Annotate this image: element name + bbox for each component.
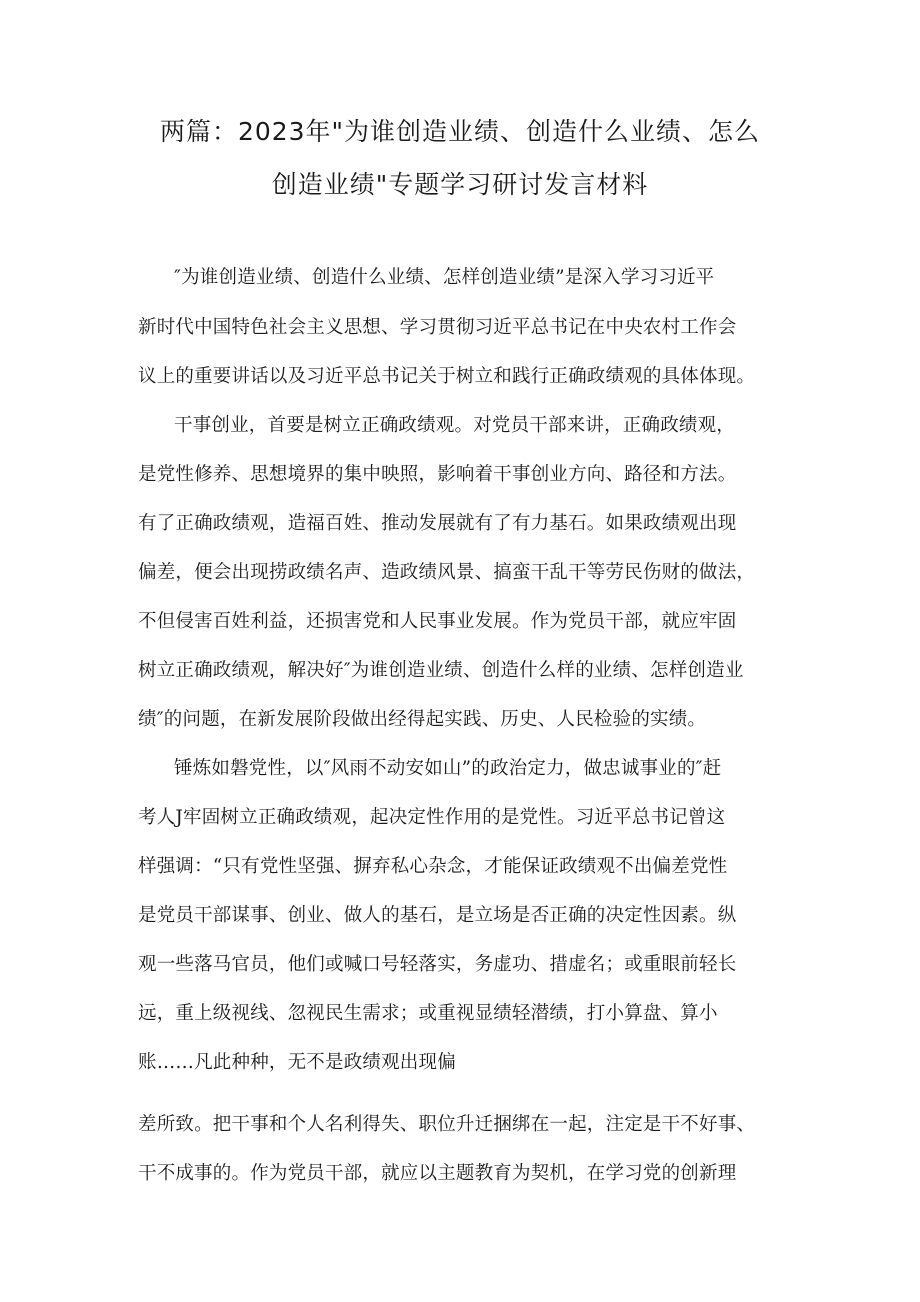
body-line: 远，重上级视线、忽视民生需求；或重视显绩轻潜绩，打小算盘、算小 xyxy=(138,1003,718,1024)
body-line: 偏差，便会出现捞政绩名声、造政绩风景、搞蛮干乱干等劳民伤财的做法， xyxy=(138,562,756,583)
body-line: 样强调：“只有党性坚强、摒弃私心杂念，才能保证政绩观不出偏差党性 xyxy=(138,856,728,877)
body-line: ″为谁创造业绩、创造什么业绩、怎样创造业绩”是深入学习习近平 xyxy=(174,267,715,288)
body-line: 是党性修养、思想境界的集中映照，影响着干事创业方向、路径和方法。 xyxy=(138,464,737,485)
body-line: 账……凡此种种，无不是政绩观出现偏 xyxy=(138,1052,456,1073)
body-line: 差所致。把干事和个人名利得失、职位升迁捆绑在一起，注定是干不好事、 xyxy=(138,1114,756,1135)
body-line: 考人J牢固树立正确政绩观，起决定性作用的是党性。习近平总书记曾这 xyxy=(138,807,726,828)
body-line: 议上的重要讲话以及习近平总书记关于树立和践行正确政绩观的具体体现。 xyxy=(138,366,756,387)
body-line: 绩″的问题，在新发展阶段做出经得起实践、历史、人民检验的实绩。 xyxy=(138,709,707,730)
document-title-line-1: 两篇：2023年"为谁创造业绩、创造什么业绩、怎么 xyxy=(159,117,761,146)
body-line: 锤炼如磐党性，以″风雨不动安如山”的政治定力，做忠诚事业的″赶 xyxy=(174,758,722,779)
body-line: 干事创业，首要是树立正确政绩观。对党员干部来讲，正确政绩观， xyxy=(174,415,736,436)
body-line: 不但侵害百姓利益，还损害党和人民事业发展。作为党员干部，就应牢固 xyxy=(138,611,737,632)
body-line: 有了正确政绩观，造福百姓、推动发展就有了有力基石。如果政绩观出现 xyxy=(138,513,737,534)
body-line: 干不成事的。作为党员干部，就应以主题教育为契机，在学习党的创新理 xyxy=(138,1163,737,1184)
body-line: 新时代中国特色社会主义思想、学习贯彻习近平总书记在中央农村工作会 xyxy=(138,317,737,338)
document-title-line-2: 创造业绩"专题学习研讨发言材料 xyxy=(271,170,649,199)
body-line: 是党员干部谋事、创业、做人的基石，是立场是否正确的决定性因素。纵 xyxy=(138,905,737,926)
body-line: 树立正确政绩观，解决好″为谁创造业绩、创造什么样的业绩、怎样创造业 xyxy=(138,660,744,681)
body-line: 观一些落马官员，他们或喊口号轻落实，务虚功、措虚名；或重眼前轻长 xyxy=(138,954,737,975)
